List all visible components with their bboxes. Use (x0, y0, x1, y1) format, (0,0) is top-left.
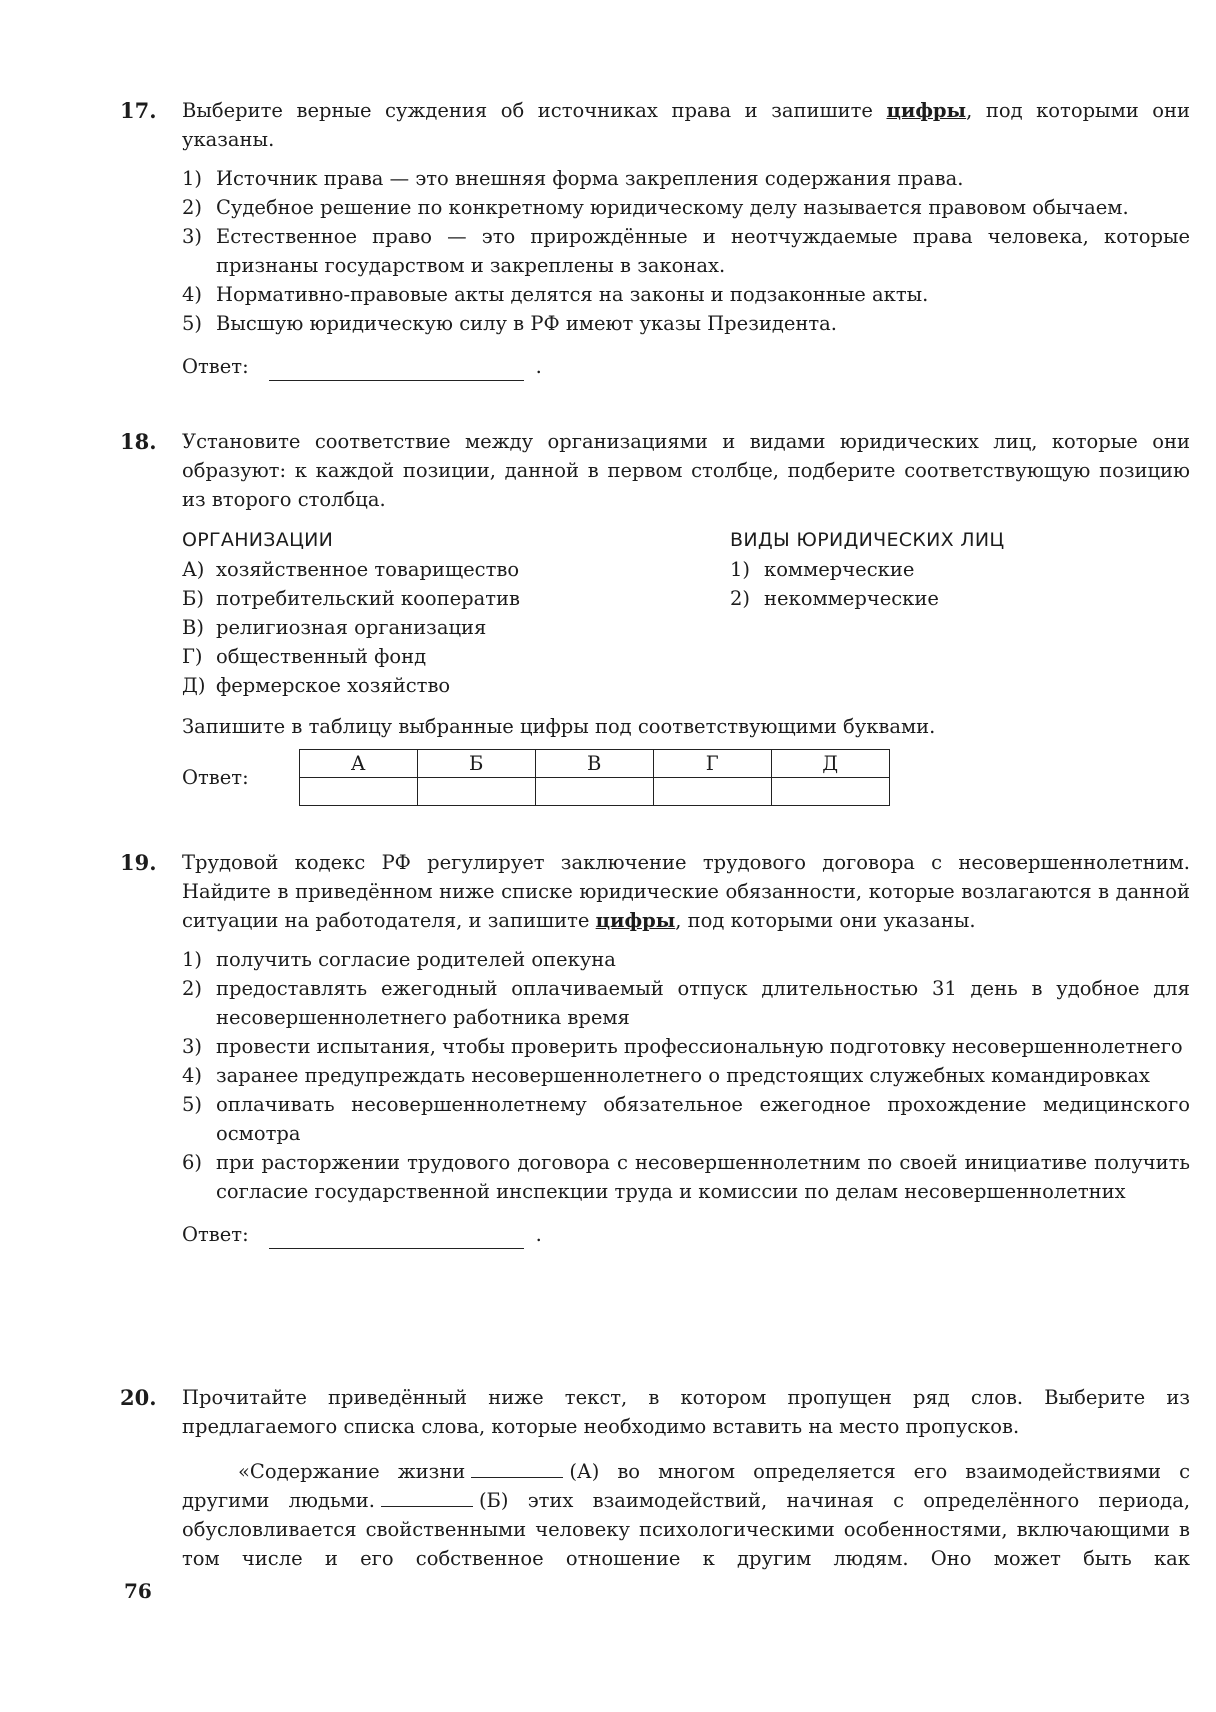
task-question: Установите соответствие между организациями и видами юридических лиц, которые они образуют: к каждой позиции, данной в первом столбце, подберите соответствующую позицию из второго столбца. (182, 430, 1190, 511)
emphasis-word: цифры (886, 99, 967, 122)
answer-table (299, 749, 890, 806)
list-item: 3) Естественное право — это прирождённые и неотчуждаемые права человека, которые признаны государством и закреплены в законах. (182, 225, 1190, 277)
list-item: 1) коммерческие (730, 558, 915, 581)
answer-label: Ответ: (182, 766, 249, 789)
answer-row: Ответ: . (182, 1220, 1190, 1249)
list-item: 1) Источник права — это внешняя форма закрепления содержания права. (182, 167, 964, 190)
answer-cell[interactable] (299, 778, 417, 806)
task-number: 20. (120, 1385, 157, 1410)
column-header: ОРГАНИЗАЦИИ (182, 529, 334, 551)
page-number: 76 (124, 1579, 152, 1603)
emphasis-word: цифры (595, 909, 676, 932)
task-18 (120, 427, 1190, 806)
answer-field[interactable] (269, 1226, 524, 1249)
list-item: 1) получить согласие родителей опекуна (182, 948, 616, 971)
task-19 (120, 848, 1190, 1249)
matching-columns (182, 526, 1190, 700)
task-number: 19. (120, 850, 157, 875)
list-item: 5) Высшую юридическую силу в РФ имеют указы Президента. (182, 312, 837, 335)
list-item: 2) некоммерческие (730, 587, 939, 610)
table-header-cell: Г (653, 750, 771, 778)
list-item: Б) потребительский кооператив (182, 587, 520, 610)
table-instruction: Запишите в таблицу выбранные цифры под соответствующими буквами. (182, 715, 936, 738)
answer-cell[interactable] (771, 778, 889, 806)
list-item: 5) оплачивать несовершеннолетнему обязательное ежегодное прохождение медицинского осмотра (182, 1093, 1190, 1145)
gap-a[interactable] (471, 1457, 563, 1478)
table-header-cell: В (535, 750, 653, 778)
table-header-cell: А (299, 750, 417, 778)
answer-label: Ответ: (182, 1223, 249, 1246)
answer-field[interactable] (269, 358, 524, 381)
task-number: 17. (120, 98, 157, 123)
task-question: Выберите верные суждения об источниках права и запишите цифры, под которыми они указаны. (182, 99, 1191, 151)
list-item: 2) Судебное решение по конкретному юридическому делу называется правовом обычаем. (182, 196, 1129, 219)
answer-label: Ответ: (182, 355, 249, 378)
answer-cell[interactable] (535, 778, 653, 806)
list-item: 3) провести испытания, чтобы проверить профессиональную подготовку несовершеннолетнего (182, 1035, 1183, 1058)
answer-cell[interactable] (417, 778, 535, 806)
list-item: 6) при расторжении трудового договора с несовершеннолетним по своей инициативе получить согласие государственной инспекции труда и комиссии по делам несовершеннолетних (182, 1151, 1190, 1203)
list-item: А) хозяйственное товарищество (182, 558, 520, 581)
list-item: 4) Нормативно-правовые акты делятся на законы и подзаконные акты. (182, 283, 929, 306)
gap-b[interactable] (381, 1486, 473, 1507)
answer-row (182, 749, 1190, 806)
answer-cell[interactable] (653, 778, 771, 806)
passage-text: «Содержание жизни (А) во многом определяется его взаимодействиями с другими людьми. (Б) этих взаимодействий, начиная с определённого периода, обусловливается свойственными человеку психологическими особенностями, включающими в том числе и его собственное отношение к другим людям. Оно может быть как (182, 1457, 1190, 1573)
task-20 (120, 1383, 1190, 1573)
task-question: Прочитайте приведённый ниже текст, в котором пропущен ряд слов. Выберите из предлагаемого списка слова, которые необходимо вставить на место пропусков. (182, 1386, 1190, 1438)
list-item: В) религиозная организация (182, 616, 487, 639)
list-item: Д) фермерское хозяйство (182, 674, 451, 697)
option-list (182, 164, 1190, 338)
table-header-cell: Б (417, 750, 535, 778)
list-item: 2) предоставлять ежегодный оплачиваемый отпуск длительностью 31 день в удобное для несовершеннолетнего работника время (182, 977, 1190, 1029)
table-header-cell: Д (771, 750, 889, 778)
task-17 (120, 96, 1190, 381)
column-header: ВИДЫ ЮРИДИЧЕСКИХ ЛИЦ (730, 529, 1005, 551)
entity-types-column (730, 526, 1190, 700)
list-item: Г) общественный фонд (182, 645, 427, 668)
list-item: 4) заранее предупреждать несовершеннолетнего о предстоящих служебных командировках (182, 1064, 1150, 1087)
organizations-column (182, 526, 730, 700)
option-list (182, 945, 1190, 1206)
answer-row: Ответ: . (182, 352, 1190, 381)
task-question: Трудовой кодекс РФ регулирует заключение трудового договора с несовершеннолетним. Найдите в приведённом ниже списке юридические обязанности, которые возлагаются в данной ситуации на работодателя, и запишите цифры, под которыми они указаны. (182, 851, 1190, 932)
task-number: 18. (120, 429, 157, 454)
